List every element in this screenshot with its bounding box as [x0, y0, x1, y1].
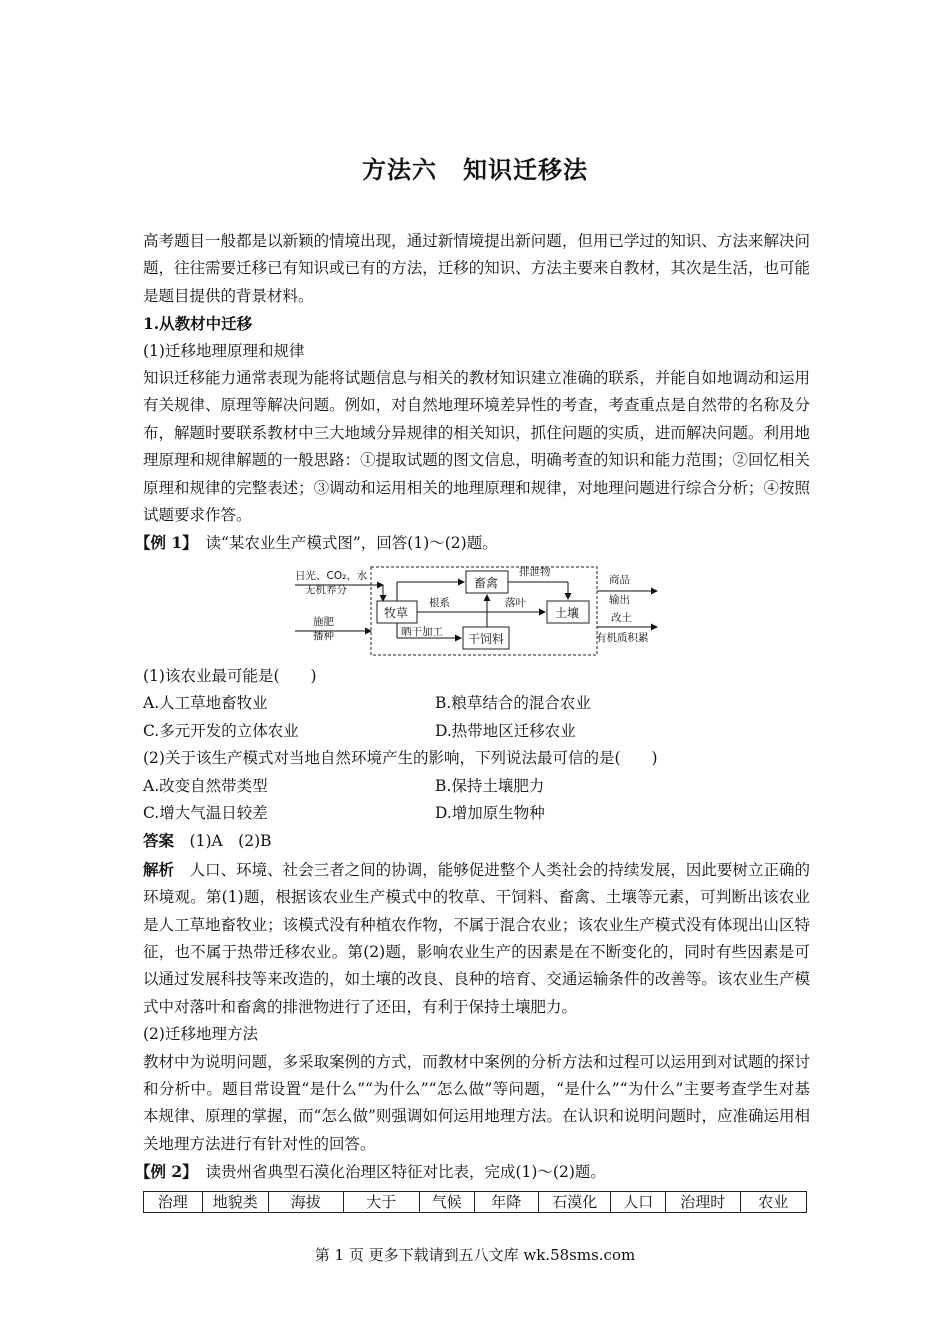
answer-text: (1)A (2)B — [189, 832, 272, 851]
q1-option-b: B.粮草结合的混合农业 — [435, 694, 591, 713]
page-footer: 第 1 页 更多下载请到五八文库 wk.58sms.com — [314, 1246, 636, 1264]
diagram-input3: 施肥 — [313, 615, 334, 628]
q2-option-a: A.改变自然带类型 — [143, 776, 268, 795]
q2-option-d: D.增加原生物种 — [435, 803, 545, 822]
example1-question2: (2)关于该生产模式对当地自然环境产生的影响，下列说法最可信的是( ) — [143, 749, 658, 768]
q1-option-c: C.多元开发的立体农业 — [143, 721, 299, 740]
q1-options-row1 — [143, 690, 810, 717]
table-header-cell: 海拔 — [269, 1192, 343, 1212]
answer-line — [143, 827, 810, 855]
agriculture-model-diagram — [143, 561, 810, 661]
section1-paragraph: 知识迁移能力通常表现为能将试题信息与相关的教材知识建立准确的联系，并能自如地调动和运用有关规律、原理等解决问题。例如，对自然地理环境差异性的考查，考查重点是自然带的名称及分布，解题时要联系教材中三大地域分异规律的相关知识，抓住问题的实质，进而解决问题。利用地理原理和规律解题的一般思路：①提取试题的图文信息，明确考查的知识和能力范围；②回忆相关原理和规律的完整表述；③调动和运用相关的地理原理和规律，对地理问题进行综合分析；④按照试题要求作答。 — [143, 369, 810, 525]
example2-prompt: 读贵州省典型石漠化治理区特征对比表，完成(1)～(2)题。 — [205, 1163, 606, 1182]
diagram-livestock: 畜禽 — [474, 575, 499, 590]
analysis-text: 人口、环境、社会三者之间的协调，能够促进整个人类社会的持续发展，因此要树立正确的环境观。第(1)题，根据该农业生产模式中的牧草、干饲料、畜禽、土壤等元素，可判断出该农业是人工草地畜牧业；该模式没有种植农作物，不属于混合农业；该农业生产模式没有体现出山区特征，也不属于热带迁移农业。第(2)题，影响农业生产的因素是在不断变化的，同时有些因素是可以通过发展科技等来改造的，如土壤的改良、良种的培育、交通运输条件的改善等。该农业生产模式中对落叶和畜禽的排泄物进行了还田，有利于保持土壤肥力。 — [143, 860, 810, 1016]
diagram-out3: 改土 — [611, 611, 632, 624]
title-part2: 知识迁移法 — [463, 155, 588, 184]
table-header-cell: 气候 — [420, 1192, 475, 1212]
table-header-cell: 地貌类 — [203, 1192, 270, 1212]
diagram-input2: 无机养分 — [305, 583, 347, 596]
diagram-excreta: 排泄物 — [519, 565, 551, 578]
q2-options-row2 — [143, 800, 810, 827]
section1-heading: 1.从教材中迁移 — [143, 314, 253, 334]
q1-options-row2 — [143, 718, 810, 745]
section2-paragraph: 教材中为说明问题，多采取案例的方式，而教材中案例的分析方法和过程可以运用到对试题的探讨和分析中。题目常设置“是什么”“为什么”“怎么做”等问题，“是什么”“为什么”主要考查学生对基本规律、原理的掌握，而“怎么做”则强调如何运用地理方法。在认识和说明问题时，应准确运用相关地理方法进行有针对性的回答。 — [143, 1052, 810, 1153]
q2-options-row1 — [143, 773, 810, 800]
table-header-cell: 人口 — [611, 1192, 666, 1212]
example2-table-header — [143, 1191, 807, 1213]
q1-option-d: D.热带地区迁移农业 — [435, 721, 576, 740]
diagram-input1: 日光、CO₂、水 — [295, 569, 368, 582]
table-header-cell: 年降 — [475, 1192, 540, 1212]
diagram-root: 根系 — [429, 596, 450, 609]
example2-tag: 【例 2】 — [135, 1162, 190, 1182]
q2-option-b: B.保持土壤肥力 — [435, 776, 545, 795]
main-content — [135, 228, 810, 1213]
diagram-grass: 牧草 — [384, 605, 409, 620]
q1-option-a: A.人工草地畜牧业 — [143, 694, 268, 713]
table-header-cell: 石漠化 — [539, 1192, 611, 1212]
intro-paragraph: 高考题目一般都是以新颖的情境出现，通过新情境提出新问题，但用已学过的知识、方法来解决问题，往往需要迁移已有知识或已有的方法，迁移的知识、方法主要来自教材，其次是生活，也可能是题目提供的背景材料。 — [143, 232, 810, 305]
diagram-soil: 土壤 — [555, 605, 580, 620]
example1-tag: 【例 1】 — [135, 533, 190, 553]
example2-prompt-line — [135, 1158, 810, 1186]
diagram-out1: 商品 — [609, 573, 630, 586]
example1-prompt-line — [135, 529, 810, 557]
table-header-cell: 治理时 — [666, 1192, 740, 1212]
table-header-cell: 治理 — [144, 1192, 203, 1212]
answer-label: 答案 — [143, 831, 175, 851]
diagram-out4: 有机质积累 — [596, 631, 649, 644]
diagram-out2: 输出 — [609, 593, 630, 606]
example1-question1: (1)该农业最可能是( ) — [143, 666, 317, 685]
diagram-litter: 落叶 — [505, 596, 526, 609]
section1-sub1: (1)迁移地理原理和规律 — [143, 341, 305, 360]
diagram-drying: 晒干加工 — [401, 625, 443, 638]
diagram-fodder: 干饲料 — [468, 631, 505, 646]
table-header-cell: 大于 — [344, 1192, 420, 1212]
title-part1: 方法六 — [362, 155, 437, 184]
diagram-svg — [291, 561, 661, 661]
section2-sub2: (2)迁移地理方法 — [143, 1025, 258, 1044]
analysis-paragraph — [143, 856, 810, 1021]
diagram-input4: 播种 — [313, 629, 334, 642]
table-header-cell: 农业 — [758, 1192, 789, 1211]
q2-option-c: C.增大气温日较差 — [143, 803, 268, 822]
page-title — [0, 150, 950, 185]
analysis-label: 解析 — [143, 859, 175, 879]
example1-prompt: 读“某农业生产模式图”，回答(1)～(2)题。 — [205, 534, 498, 553]
